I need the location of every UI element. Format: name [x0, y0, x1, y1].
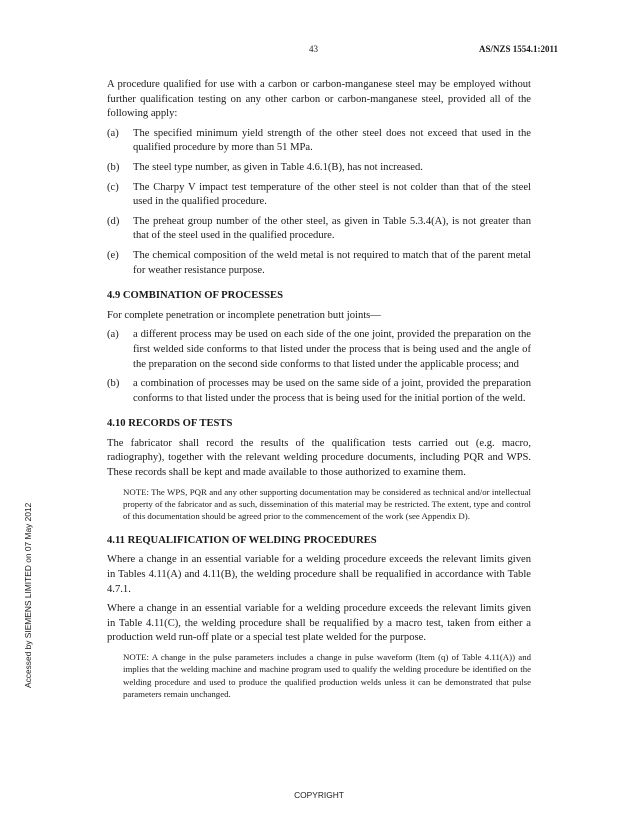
intro-paragraph: A procedure qualified for use with a carbon or carbon-manganese steel may be employed without further qualification testing on any other carbon or carbon-manganese steel, provided all of the following apply: — [107, 79, 531, 120]
copyright-footer: COPYRIGHT — [294, 790, 344, 800]
list-text: The preheat group number of the other steel, as given in Table 5.3.4(A), is not greater than that of the steel used in the qualified procedure. — [133, 215, 531, 242]
list-item — [107, 215, 531, 244]
access-watermark-text: Accessed by SIEMENS LIMITED on 07 May 2012 — [23, 502, 33, 688]
list-item — [107, 181, 531, 210]
list-item — [107, 249, 531, 278]
list-label: (c) — [107, 181, 119, 193]
list-label: (e) — [107, 249, 119, 261]
list-text: The Charpy V impact test temperature of the other steel is not colder than that of the steel used in the qualified procedure. — [133, 181, 531, 208]
list-text: a combination of processes may be used on the same side of a joint, provided the preparation conforms to that listed under the process that is being used for the initial portion of the weld. — [133, 378, 531, 404]
list-label: (b) — [107, 378, 120, 390]
list-text: The specified minimum yield strength of the other steel does not exceed that used in the qualified procedure by more than 51 MPa. — [133, 127, 531, 154]
list-label: (a) — [107, 127, 119, 139]
list-label: (a) — [107, 329, 119, 341]
list-item — [107, 328, 531, 372]
list-text: The steel type number, as given in Table 4.6.1(B), has not increased. — [133, 161, 423, 173]
section-4-11-paragraph-2: Where a change in an essential variable for a welding procedure exceeds the relevant limits given in Table 4.11(C), the welding procedure shall be requalified by a macro test, taken from either a production weld run-off plate or a special test plate welded for the purpose. — [107, 603, 531, 644]
list-item — [107, 161, 531, 176]
section-heading-4-11: 4.11 REQUALIFICATION OF WELDING PROCEDURES — [107, 534, 377, 546]
page-content — [107, 78, 531, 706]
section-4-10-paragraph: The fabricator shall record the results of the qualification tests carried out (e.g. macro, radiography), together with the relevant welding procedure documents, including PQR and WPS. These records shall be kept and made available to those authorized to examine them. — [107, 437, 531, 479]
list-text: a different process may be used on each side of the one joint, provided the preparation on the first welded side conforms to that listed under the process that is being used and the angle of the preparation on the second side conforms to that listed under the applicable process; and — [133, 329, 531, 370]
list-item — [107, 127, 531, 156]
section-4-10-note: NOTE: The WPS, PQR and any other supporting documentation may be considered as technical and/or intellectual property of the fabricator and as such, dissemination of this material may be restricted. The extent, type and control of this documentation should be agreed prior to the commencement of the work (see Appendix D). — [123, 486, 531, 522]
section-4-11-note: NOTE: A change in the pulse parameters includes a change in pulse waveform (Item (q) of Table 4.11(A)) and implies that the welding machine and machine program used to qualify the welding procedure be identified on the welding procedure and used to produce the qualified production welds unless it can be demonstrated that pulse parameters remain unchanged. — [123, 652, 531, 700]
page-number: 43 — [309, 44, 318, 54]
section-4-11-paragraph-1: Where a change in an essential variable for a welding procedure exceeds the relevant limits given in Tables 4.11(A) and 4.11(B), the welding procedure shall be requalified in accordance with Table 4.7.1. — [107, 554, 531, 595]
standard-code: AS/NZS 1554.1:2011 — [478, 44, 558, 54]
list-label: (b) — [107, 161, 120, 173]
list-item — [107, 377, 531, 406]
section-4-9-intro: For complete penetration or incomplete penetration butt joints— — [107, 309, 381, 321]
section-heading-4-9: 4.9 COMBINATION OF PROCESSES — [107, 290, 283, 302]
list-text: The chemical composition of the weld metal is not required to match that of the parent metal for weather resistance purpose. — [133, 249, 531, 276]
section-heading-4-10: 4.10 RECORDS OF TESTS — [107, 418, 233, 430]
list-label: (d) — [107, 215, 120, 227]
